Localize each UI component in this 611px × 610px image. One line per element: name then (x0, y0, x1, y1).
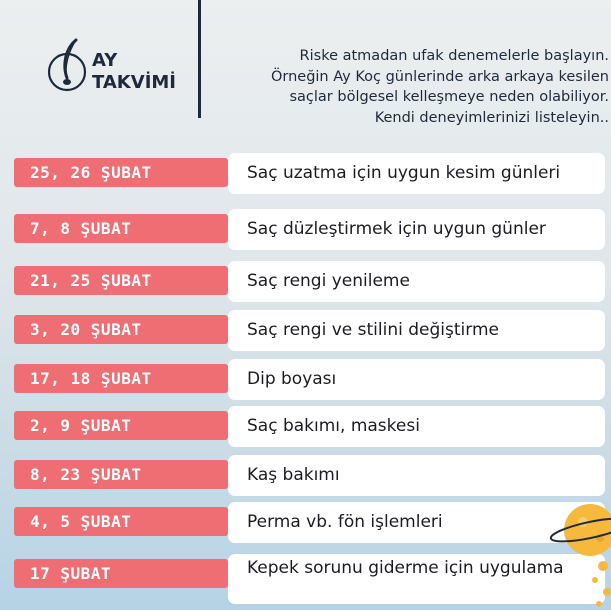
header-divider (198, 0, 201, 118)
logo-title-line1: AY (92, 50, 118, 71)
hair-strand-icon (46, 38, 88, 98)
date-badge: 8, 23 ŞUBAT (14, 460, 228, 489)
activity-label: Saç rengi yenileme (228, 261, 605, 302)
activity-label: Kepek sorunu giderme için uygulama (228, 554, 605, 604)
date-badge: 21, 25 ŞUBAT (14, 266, 228, 295)
intro-line: Kendi deneyimlerinizi listeleyin.. (374, 109, 609, 126)
activity-label: Perma vb. fön işlemleri (228, 502, 605, 543)
activity-label: Saç uzatma için uygun kesim günleri (228, 153, 605, 194)
intro-line: Örneğin Ay Koç günlerinde arka arkaya kesilen (270, 68, 609, 85)
activity-label: Dip boyası (228, 359, 605, 400)
activity-label: Saç düzleştirmek için uygun günler (228, 209, 605, 250)
activity-label: Kaş bakımı (228, 455, 605, 496)
date-badge: 7, 8 ŞUBAT (14, 214, 228, 243)
date-badge: 17 ŞUBAT (14, 559, 228, 588)
logo-title-line2: TAKVİMİ (92, 72, 176, 93)
date-badge: 25, 26 ŞUBAT (14, 158, 228, 187)
date-badge: 2, 9 ŞUBAT (14, 411, 228, 440)
date-badge: 4, 5 ŞUBAT (14, 507, 228, 536)
intro-text (209, 46, 609, 128)
logo-title (92, 50, 176, 94)
intro-line: Riske atmadan ufak denemelerle başlayın. (299, 48, 609, 64)
planet-decoration-icon (545, 500, 611, 610)
activity-label: Saç rengi ve stilini değiştirme (228, 310, 605, 351)
intro-line: saçlar bölgesel kelleşmeye neden olabiliyor. (289, 89, 609, 105)
date-badge: 17, 18 ŞUBAT (14, 364, 228, 393)
date-badge: 3, 20 ŞUBAT (14, 315, 228, 344)
activity-label: Saç bakımı, maskesi (228, 406, 605, 447)
